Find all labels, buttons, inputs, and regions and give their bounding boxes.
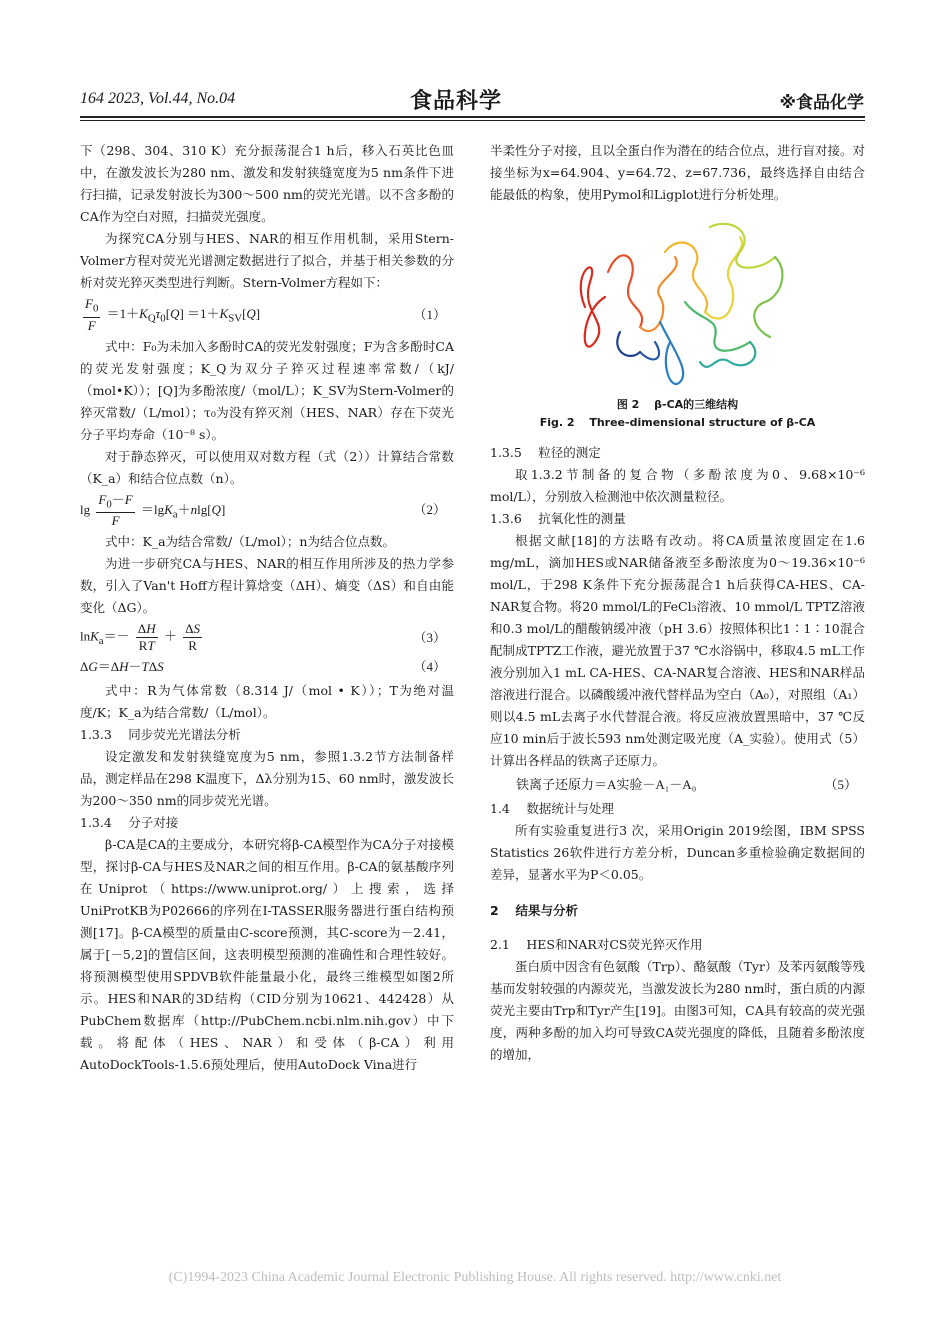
paragraph: 设定激发和发射狭缝宽度为5 nm，参照1.3.2节方法制备样品，测定样品在298 K温度下，Δλ分别为15、60 nm时，激发波长为200～350 nm的同步荧光光谱。 xyxy=(80,749,454,809)
paragraph: 式中：R为气体常数（8.314 J/（mol • K））；T为绝对温度/K；K_a为结合常数/（L/mol）。 xyxy=(80,683,454,721)
paragraph: β-CA是CA的主要成分，本研究将β-CA模型作为CA分子对接模型，探讨β-CA与HES及NAR之间的相互作用。β-CA的氨基酸序列在Uniprot（https://www.uniprot.org/）上搜索，选择UniProtKB为P02666的序列在I-TASSER服务器进行蛋白结构预测[17]。β-CA模型的质量由C-score预测，其C-score为－2.41，属于[－5,2]的置信区间，这表明模型预测的准确性和合理性较好。将预测模型使用SPDVB软件能量最小化，最终三维模型如图2所示。HES和NAR的3D结构（CID分别为10621、442428）从PubChem数据库（http://PubChem.ncbi.nlm.nih.gov）中下载。将配体（HES、NAR）和受体（β-CA）利用AutoDockTools-1.5.6预处理后，使用AutoDock Vina进行 xyxy=(80,837,454,1073)
paragraph: 为探究CA分别与HES、NAR的相互作用机制，采用Stern-Volmer方程对荧光光谱测定数据进行了拟合，并基于相关参数的分析对荧光猝灭类型进行判断。Stern-Volmer方程如下： xyxy=(80,231,454,290)
equation-2: lg $\frac{F_0-F}{F}$ ＝lgK$_a$＋nlg[Q] （2） xyxy=(80,492,454,530)
equation-text: 铁离子还原力＝A实验－A₁－A₀ xyxy=(516,777,697,792)
equation-4: ΔG＝ΔH－TΔS （4） xyxy=(80,656,454,678)
paragraph: 式中：K_a为结合常数/（L/mol）；n为结合位点数。 xyxy=(105,534,395,550)
equation-number: （5） xyxy=(824,777,857,792)
paragraph: 取1.3.2节制备的复合物（多酚浓度为0、9.68×10⁻⁶ mol/L），分别放入检测池中依次测量粒径。 xyxy=(490,467,865,504)
figure-2 xyxy=(490,212,865,392)
subsection-heading: 2.1 HES和NAR对CS荧光猝灭作用 xyxy=(490,937,703,952)
paragraph: 半柔性分子对接，且以全蛋白作为潜在的结合位点，进行盲对接。对接坐标为x=64.904、y=64.72、z=67.736，最终选择自由结合能最低的构象，使用Pymol和Ligplot进行分析处理。 xyxy=(490,143,866,202)
header-rule-thick xyxy=(80,116,865,118)
equation-number: （4） xyxy=(413,659,446,675)
paragraph: 为进一步研究CA与HES、NAR的相互作用所涉及的热力学参数，引入了Van't Hoff方程计算焓变（ΔH）、熵变（ΔS）和自由能变化（ΔG）。 xyxy=(80,556,454,616)
equation-5 xyxy=(490,774,865,796)
paragraph: 式中：F₀为未加入多酚时CA的荧光发射强度；F为含多酚时CA的荧光发射强度；K_Q为双分子猝灭过程速率常数/（kJ/（mol•K））；[Q]为多酚浓度/（mol/L）；K_SV为Stern-Volmer的猝灭常数/（L/mol）；τ₀为没有猝灭剂（HES、NAR）存在下荧光分子平均寿命（10⁻⁸ s）。 xyxy=(80,338,454,442)
section-heading: 2 结果与分析 xyxy=(490,903,579,918)
running-header-left: 164 2023, Vol.44, No.04 xyxy=(80,90,236,107)
paragraph: 根据文献[18]的方法略有改动。将CA质量浓度固定在1.6 mg/mL，滴加HES或NAR储备液至多酚浓度为0～19.36×10⁻⁶ mol/L，于298 K条件下充分振荡混合1 h后获得CA-HES、CA-NAR复合物。将20 mmol/L的FeCl₃溶液、10 mmol/L TPTZ溶液和0.3 mol/L的醋酸钠缓冲液（pH 3.6）按照体积比1∶1∶10混合配制成TPTZ工作液，避光放置于37 ℃水浴锅中，移取4.5 mL工作液分别加入1 mL CA-HES、CA-NAR复合溶液、HES和NAR样品溶液进行混合。以磷酸缓冲液代替样品为空白（A₀），对照组（A₁）则以4.5 mL去离子水代替混合液。将反应液放置黑暗中，37 ℃反应10 min后于波长593 nm处测定吸光度（A_实验）。使用式（5）计算出各样品的铁离子还原力。 xyxy=(490,533,865,768)
paragraph: 所有实验重复进行3 次，采用Origin 2019绘图，IBM SPSS Statistics 26软件进行方差分析，Duncan多重检验确定数据间的差异，显著水平为P＜0.05。 xyxy=(490,823,865,882)
header-rule-thin xyxy=(80,120,865,121)
paragraph: 下（298、304、310 K）充分振荡混合1 h后，移入石英比色皿中，在激发波长为280 nm、激发和发射狭缝宽度为5 nm条件下进行扫描，记录发射波长为300～500 nm的荧光光谱。以不含多酚的CA作为空白对照，扫描荧光强度。 xyxy=(80,143,454,224)
figure-caption-cn: 图 2 β-CA的三维结构 xyxy=(616,398,739,411)
paragraph: 对于静态猝灭，可以使用双对数方程（式（2））计算结合常数（K_a）和结合位点数（n）。 xyxy=(80,448,454,486)
protein-structure-image xyxy=(490,212,865,392)
left-column xyxy=(80,140,454,1076)
section-label: ※食品化学 xyxy=(779,93,864,113)
right-column xyxy=(490,140,865,1066)
subsection-heading: 1.3.4 分子对接 xyxy=(80,815,179,831)
equation-number: （3） xyxy=(413,629,446,645)
figure-caption-en: Fig. 2 Three-dimensional structure of β-CA xyxy=(539,416,816,429)
subsection-heading: 1.4 数据统计与处理 xyxy=(490,801,614,816)
equation-number: （1） xyxy=(413,306,446,322)
journal-title: 食品科学 xyxy=(410,89,503,114)
copyright-footer: (C)1994-2023 China Academic Journal Electronic Publishing House. All rights reserved. http://www.cnki.net xyxy=(168,1270,782,1285)
subsection-heading: 1.3.3 同步荧光光谱法分析 xyxy=(80,727,241,743)
equation-1: $\frac{F_0}{F}$ $=1+K_Q\tau_0[Q] =1+K_{SV}[Q]$ （1） xyxy=(80,296,454,334)
equation-number: （2） xyxy=(413,502,446,518)
paragraph: 蛋白质中因含有色氨酸（Trp）、酪氨酸（Tyr）及苯丙氨酸等残基而发射较强的内源荧光，当激发波长为280 nm时，蛋白质的内源荧光主要由Trp和Tyr产生[19]。由图3可知，CA具有较高的荧光强度，两种多酚的加入均可导致CA荧光强度的降低，且随着多酚浓度的增加， xyxy=(490,959,865,1062)
equation-3: lnK$_a$＝－ $\frac{\Delta H}{RT}$ ＋ $\frac{\Delta S}{R}$ （3） xyxy=(80,621,454,654)
subsection-heading: 1.3.6 抗氧化性的测量 xyxy=(490,511,626,526)
subsection-heading: 1.3.5 粒径的测定 xyxy=(490,445,601,460)
